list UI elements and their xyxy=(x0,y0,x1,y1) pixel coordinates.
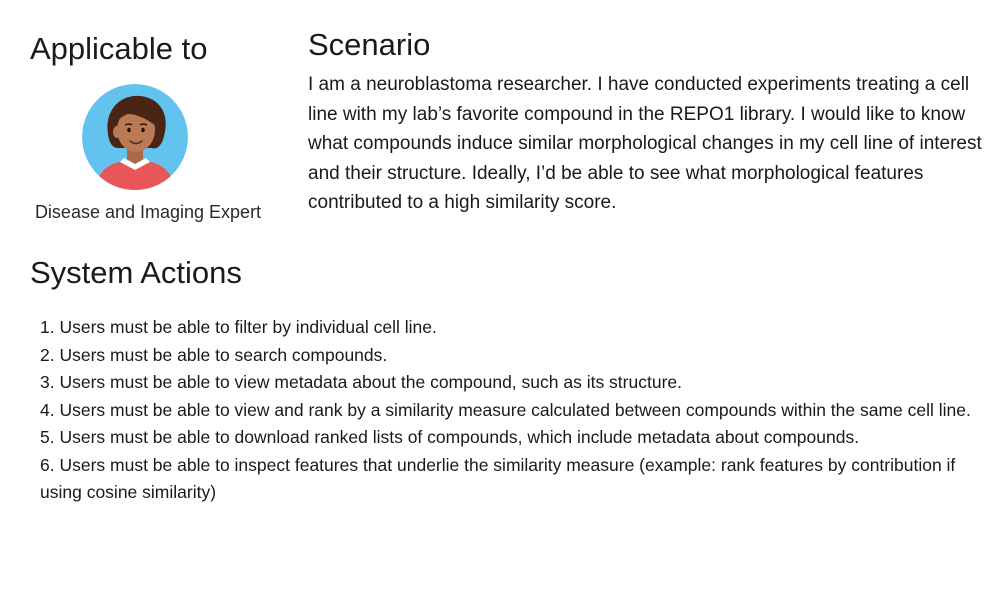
system-action-item: 1. Users must be able to filter by individual cell line. xyxy=(40,317,437,337)
system-actions-list xyxy=(40,314,980,507)
system-action-item: 5. Users must be able to download ranked lists of compounds, which include metadata about compounds. xyxy=(40,427,860,447)
system-action-item: 3. Users must be able to view metadata about the compound, such as its structure. xyxy=(40,372,682,392)
applicable-heading: Applicable to xyxy=(30,31,208,66)
avatar-eye-right xyxy=(141,128,145,133)
system-action-item: 2. Users must be able to search compounds. xyxy=(40,344,388,365)
scenario-text: I am a neuroblastoma researcher. I have conducted experiments treating a cell line with my lab’s favorite compound in the REPO1 library. I would like to know what compounds induce similar morphological changes in my cell line of interest and their structure. Ideally, I’d be able to see what morphological features contributed to a high similarity score. xyxy=(308,74,982,213)
scenario-heading: Scenario xyxy=(308,27,431,62)
system-action-item: 4. Users must be able to view and rank by a similarity measure calculated between compounds within the same cell line. xyxy=(40,399,971,420)
avatar-ear xyxy=(113,126,121,138)
avatar-eye-left xyxy=(127,128,131,133)
system-action-item: 6. Users must be able to inspect features that underlie the similarity measure (example: rank features by contribution if using cosine similarity) xyxy=(40,454,956,502)
woman-avatar-icon xyxy=(82,84,188,190)
system-actions-heading: System Actions xyxy=(30,255,242,290)
persona-label: Disease and Imaging Expert xyxy=(34,202,262,222)
